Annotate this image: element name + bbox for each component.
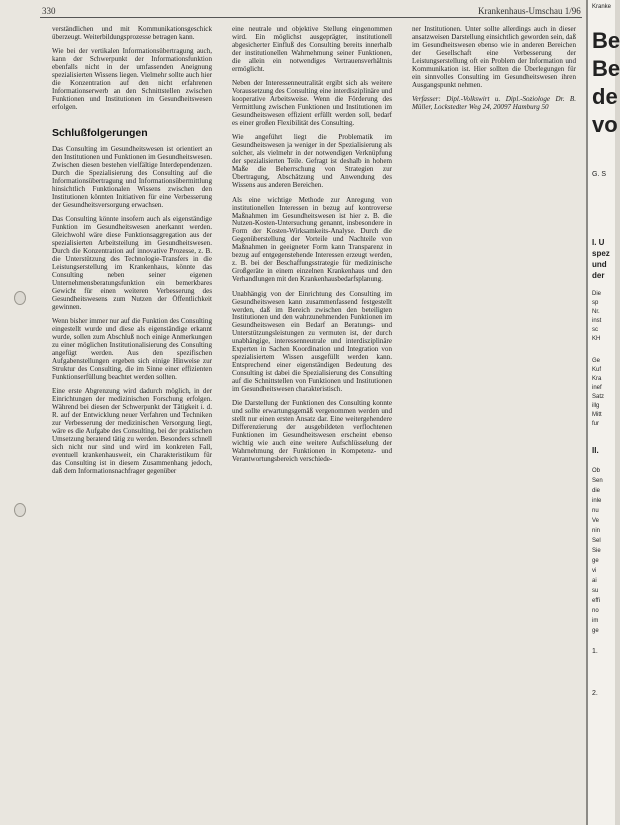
adjacent-page-text: G. S — [592, 171, 607, 178]
adjacent-page-text: Sen — [592, 478, 603, 484]
adjacent-page-text: ai — [592, 578, 597, 584]
adjacent-page-text: 1. — [592, 648, 598, 655]
paragraph: Wie angeführt liegt die Problematik im Gesundheitswesen ja weniger in der Spezialisierung als solcher, als vielmehr in der notwendigen Verknüpfung der spezialisierten Teile. Gefragt ist deshalb in hohem Maße die Beherrschung von Strategien zur Übertragung, Abschätzung und Anwendung des Wissens aus anderen Bereichen. — [232, 133, 392, 190]
adjacent-page-text: Satz — [592, 394, 605, 400]
adjacent-page-text: Ve — [592, 518, 600, 524]
adjacent-page-text: de — [592, 84, 618, 109]
paragraph: Das Consulting könnte insofern auch als eigenständige Funktion im Gesundheitswesen anerkannt werden. Gleichwohl wäre diese Funktionsaggregation aus der spezialisierten Arbeitsteilung im Gesundheitswesen. Durch die Konzentration auf innovative Prozesse, z. B. die Unterstützung des Technologie-Transfers in die Leistungserstellung im Krankenhaus, könnte das Consulting neben seiner eigenen Unternehmensberatungsfunktion ein bemerkbares Gewicht für einen weiteren Verbesserung des Gesundheitswesens zum Nutzen der Öffentlichkeit gewinnen. — [52, 215, 212, 311]
adjacent-page-text: die — [592, 488, 601, 494]
adjacent-page-strip — [586, 0, 620, 825]
paragraph: Wenn bisher immer nur auf die Funktion des Consulting eingestellt wurde und diese als eigenständige erkannt wurde, sollen zum Abschluß noch einige Anmerkungen zu einer möglichen Institutionalisierung des Consulting angefügt werden. Aus den spezifischen Aufgabenstellungen ergeben sich einige Hinweise zur Struktur des Consulting, die im Sinne einer effizienten Funktionserfüllung beachtet werden sollten. — [52, 317, 212, 381]
adjacent-page-text: inle — [592, 498, 602, 504]
adjacent-page-text: Kranke — [592, 4, 612, 10]
adjacent-page-text: ge — [592, 558, 599, 564]
paragraph: Unabhängig von der Einrichtung des Consulting im Gesundheitswesen kann zusammenfassend festgestellt werden, daß im Bereich zwischen den beteiligten Institutionen und den wahrzunehmenden Funktionen im Gesundheitswesen ein Bedarf an Beratungs- und Unterstützungsleistungen zu vermuten ist, der durch unabhängige, interessenneutrale und interdisziplinäre Experten in Sachen Koordination und Integration von spezialisiertem Wissen ausgefüllt werden kann. Entsprechend einer eigenständigen Bedeutung des Consulting ist dabei die Spezialisierung des Consulting auf die Schnittstellen von Funktionen und Institutionen im Gesundheitswesen charakteristisch. — [232, 289, 392, 394]
adjacent-page-text: Ge — [592, 358, 601, 364]
adjacent-page-text: und — [592, 260, 607, 269]
text-column-1 — [52, 26, 212, 482]
adjacent-page-text: Be — [592, 28, 620, 53]
adjacent-page-text: Sel — [592, 538, 601, 544]
adjacent-page-text: effi — [592, 598, 600, 604]
adjacent-page-text: 2. — [592, 690, 598, 697]
paragraph: ner Institutionen. Unter sollte allerdings auch in dieser ansatzweisen Darstellung einsichtlich geworden sein, daß im Gesundheitswesen ebenso wie in anderen Bereichen der Gesellschaft eine Verbesserung der Leistungserstellung oft ein Problem der Information und Kommunikation ist. Hier sollten die Überlegungen für ein sinnvolles Consulting im Gesundheitswesen ihren Ausgangspunkt nehmen. — [412, 25, 576, 89]
page-number: 330 — [42, 6, 56, 16]
adjacent-page-text: spez — [592, 249, 610, 258]
paragraph: Als eine wichtige Methode zur Anregung von institutionellen Interessen in bezug auf kontroverse Maßnahmen im Gesundheitswesen ist hier z. B. die Nutzen-Kosten-Untersuchung genannt, insbesondere in Form der Kosten-Wirksamkeits-Analyse. Durch die Gegenüberstellung der Vorteile und Nachteile von Maßnahmen in geeigneter Form kann Transparenz in bezug auf entgegenstehende Interessen erzeugt werden, z. B. bei der Beschaffungsstrategie für medizinische Großgeräte in einem einzelnen Krankenhaus und den Verhandlungen mit den Krankenhausbedarfsplanung. — [232, 195, 392, 284]
paragraph: Wie bei der vertikalen Informationsübertragung auch, kann der Schwerpunkt der Informationsfunktion ebenfalls nicht in der umfassenden Aneignung spezialisierten Wissens liegen. Vielmehr sollte auch hier die Konzentration auf den nicht erfahrenen Informationserwerb an den Schnittstellen zwischen Funktionen und Institutionen im Gesundheitswesen erfolgen. — [52, 47, 212, 112]
adjacent-page-text: Die — [592, 291, 602, 297]
adjacent-page-text: su — [592, 588, 599, 594]
binder-hole — [14, 291, 26, 305]
adjacent-page-text: Kuf — [592, 367, 602, 373]
paragraph: eine neutrale und objektive Stellung eingenommen wird. Ein möglichst ausgeprägter, institutionell abgesicherter Einfluß des Consulting bereits innerhalb der institutionellen Wahrnehmung seiner Funktionen, die allein ein notwendiges Vertrauensverhältnis ermöglicht. — [232, 25, 392, 73]
adjacent-page-text: II. — [592, 446, 599, 455]
adjacent-page-text: inef — [592, 385, 602, 391]
journal-running-head: Krankenhaus-Umschau 1/96 — [478, 6, 581, 16]
binder-hole — [14, 503, 26, 517]
text-column-3 — [412, 26, 576, 119]
adjacent-page-text: nu — [592, 508, 599, 514]
paragraph: Neben der Interessenneutralität ergibt sich als weitere Voraussetzung des Consulting eine interdisziplinäre und kooperative Arbeitsweise. Wenn die Förderung des Vermittlung zwischen Funktionen und Institutionen im Gesundheitswesen effizient erfüllt werden soll, bedarf es einer großen Flexibilität des Consulting. — [232, 79, 392, 127]
adjacent-page-text: inst — [592, 318, 602, 324]
adjacent-page-text: Kra — [592, 376, 602, 382]
adjacent-page-text: KH — [592, 336, 601, 342]
adjacent-page-text: illg — [592, 403, 600, 409]
adjacent-page-text: fur — [592, 421, 600, 427]
header-rule — [40, 17, 582, 18]
adjacent-page-text: der — [592, 271, 605, 280]
adjacent-page-text: Sie — [592, 548, 601, 554]
adjacent-page-text: im — [592, 618, 599, 624]
author-signature: Verfasser: Dipl.-Volkswirt u. Dipl.-Soziologe Dr. B. Müller, Lockstedter Weg 24, 20097 Hamburg 50 — [412, 95, 576, 112]
paragraph: Eine erste Abgrenzung wird dadurch möglich, in der Einrichtungen der medizinischen Forschung erfolgen. Während bei diesen der Schwerpunkt der Tätigkeit i. d. R. auf der Entwicklung neuer Verfahren und Techniken zur Verbesserung der medizinischen Versorgung liegt, wäre es die Aufgabe des Consulting, bei der praktischen Umsetzung beratend tätig zu werden. Besonders schnell sich nicht nur sind und wird im konkreten Fall, eventuell krankenhausweit, ein Charakteristikum für das Consulting ist in diesem Zusammenhang jedoch, daß dem Informationsnachfrager gegenüber — [52, 387, 212, 475]
paragraph: Das Consulting im Gesundheitswesen ist orientiert an den Institutionen und Funktionen im Gesundheitswesen. Zwischen diesen bestehen vielfältige Interdependenzen. Durch die Spezialisierung des Consulting auf die Informationsübertragung und Informationsübermittlung hinsichtlich Funktionalen Wissens zwischen den Institutionen könnten Initiativen für eine Verbesserung der Gesundheitsversorgung erwachsen. — [52, 144, 212, 209]
adjacent-page-text: vo — [592, 112, 618, 137]
adjacent-page-text: nin — [592, 528, 601, 534]
paragraph: Die Darstellung der Funktionen des Consulting konnte und sollte erwartungsgemäß vergenommen werden und stellt nur einen ersten Ansatz dar. Eine weitergehendere Differenzierung der ausgebildeten verflochtenen Funktionen im Gesundheitswesen erscheint ebenso wichtig wie auch eine weitere Aufschlüsselung der Wahrnehmung der Funktionen in Kompetenz- und Verantwortungsbereich verschiede- — [232, 399, 392, 464]
adjacent-page-text: Nr. — [592, 309, 600, 315]
adjacent-page-text: vi — [592, 568, 597, 574]
section-heading: Schlußfolgerungen — [52, 127, 148, 140]
adjacent-page-text: Ob — [592, 468, 601, 474]
adjacent-page-text: I. U — [592, 238, 605, 247]
adjacent-page-text: Be — [592, 56, 620, 81]
adjacent-page-text: no — [592, 608, 599, 614]
adjacent-page-text: ge — [592, 628, 599, 634]
text-column-2 — [232, 26, 392, 471]
adjacent-page-text: sp — [592, 300, 599, 306]
adjacent-page-text: Mitt — [592, 412, 602, 418]
adjacent-page-text: sc — [592, 327, 598, 333]
paragraph: verständlichen und mit Kommunikationsgeschick überzeugt. Weiterbildungsprozesse betragen kann. — [52, 25, 212, 41]
